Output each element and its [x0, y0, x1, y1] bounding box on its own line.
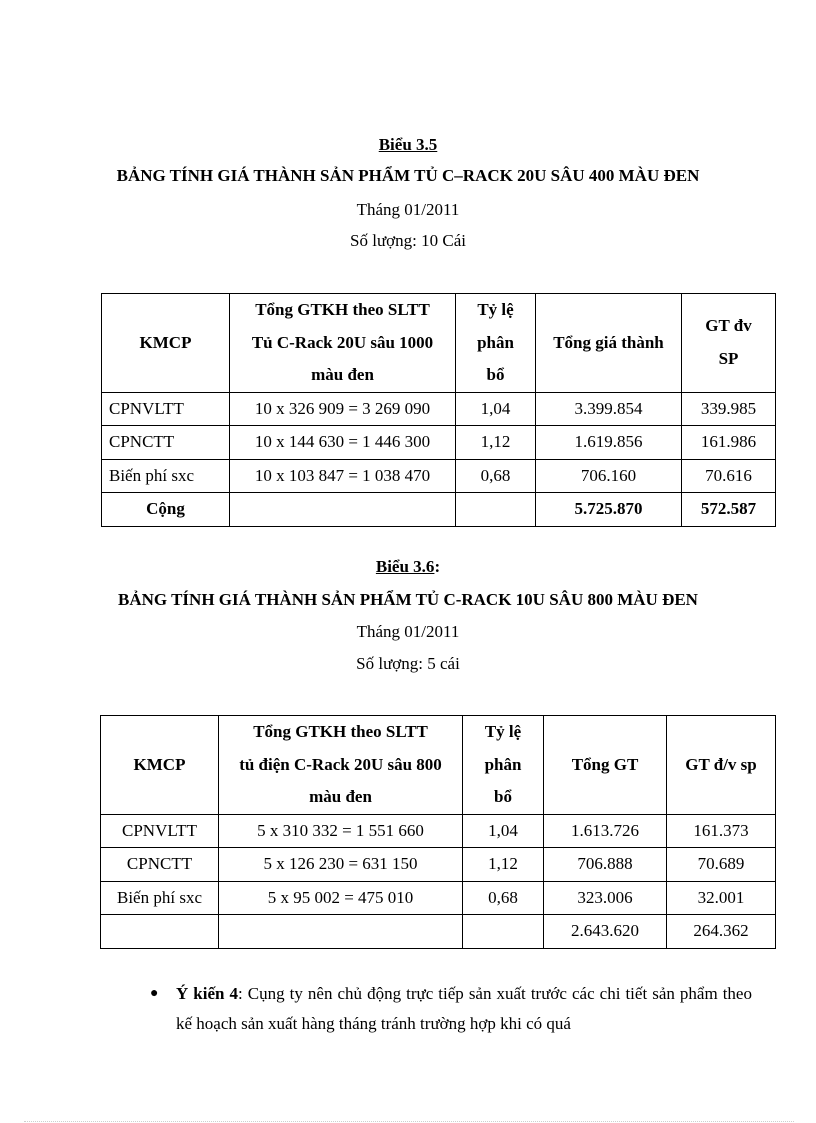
table-row — [101, 848, 776, 882]
table2-header-ratio-line2: phân — [484, 754, 522, 774]
opinion-text — [176, 979, 752, 1039]
table2-header-row — [101, 716, 776, 815]
table1-cell-total: 5.725.870 — [536, 493, 682, 527]
table1-cell-formula — [230, 493, 456, 527]
table1-header-unit-line1: GT đv — [705, 316, 752, 336]
table1-label: Biểu 3.5 — [378, 135, 438, 154]
bullet-icon: ● — [150, 986, 159, 1001]
table2-total-row — [101, 915, 776, 949]
table1-header-row — [102, 294, 776, 393]
table1-header-ratio-line2: phân — [477, 332, 514, 352]
table2-cell-kmcp: CPNCTT — [101, 848, 219, 882]
table2-header-unit: GT đ/v sp — [667, 716, 776, 815]
table2-header-ratio-line1: Tỷ lệ — [484, 722, 522, 741]
table2-cell-total: 1.613.726 — [544, 814, 667, 848]
table1-cell-kmcp: Cộng — [102, 493, 230, 527]
table2-cell-formula: 5 x 126 230 = 631 150 — [219, 848, 463, 882]
table2-cell-ratio: 0,68 — [463, 881, 544, 915]
table2-header-total: Tổng GT — [544, 716, 667, 815]
table2-cell-total: 706.888 — [544, 848, 667, 882]
table2-period: Tháng 01/2011 — [356, 622, 460, 641]
table1-cell-formula: 10 x 326 909 = 3 269 090 — [230, 392, 456, 426]
table1-header-unit-line2: SP — [718, 348, 739, 368]
table2-header-ratio-line3: bổ — [494, 787, 512, 806]
table1-title: BẢNG TÍNH GIÁ THÀNH SẢN PHẨM TỦ C–RACK 20U SÂU 400 MÀU ĐEN — [116, 166, 700, 185]
table-row — [102, 459, 776, 493]
table1-cell-unit: 339.985 — [682, 392, 776, 426]
table1-cell-unit: 161.986 — [682, 426, 776, 460]
table1-header-kmcp: KMCP — [102, 294, 230, 393]
table1-period: Tháng 01/2011 — [356, 200, 460, 219]
table2-header-gtkh-line2: tủ điện C-Rack 20U sâu 800 — [239, 754, 442, 774]
table2-cell-formula — [219, 915, 463, 949]
table2-label: Biểu 3.6 — [375, 557, 435, 576]
table1-cell-kmcp: CPNCTT — [102, 426, 230, 460]
page-bottom-divider — [24, 1121, 794, 1122]
table1-cell-ratio: 0,68 — [456, 459, 536, 493]
table2-cell-ratio: 1,04 — [463, 814, 544, 848]
table1-cell-unit: 572.587 — [682, 493, 776, 527]
table1-cell-formula: 10 x 144 630 = 1 446 300 — [230, 426, 456, 460]
table-row — [102, 426, 776, 460]
table2-header-gtkh-line1: Tổng GTKH theo SLTT — [253, 722, 428, 741]
table2-cell-unit: 70.689 — [667, 848, 776, 882]
table1-quantity: Số lượng: 10 Cái — [350, 231, 466, 250]
table2-cell-total: 2.643.620 — [544, 915, 667, 949]
table-row — [102, 392, 776, 426]
table1-header-gtkh-line2: Tủ C-Rack 20U sâu 1000 — [251, 332, 434, 352]
table2-cell-kmcp: CPNVLTT — [101, 814, 219, 848]
table2-cell-unit: 264.362 — [667, 915, 776, 949]
table1-header-gtkh — [230, 294, 456, 393]
table2-quantity: Số lượng: 5 cái — [356, 654, 460, 673]
table2-label-suffix: : — [434, 557, 441, 576]
table1-cell-formula: 10 x 103 847 = 1 038 470 — [230, 459, 456, 493]
table1-cell-ratio: 1,12 — [456, 426, 536, 460]
table1-cell-unit: 70.616 — [682, 459, 776, 493]
table1-cell-kmcp: Biến phí sxc — [102, 459, 230, 493]
table2-header-ratio — [463, 716, 544, 815]
table1 — [101, 293, 776, 527]
table2-cell-formula: 5 x 310 332 = 1 551 660 — [219, 814, 463, 848]
table1-cell-total: 706.160 — [536, 459, 682, 493]
table2-header-gtkh-line3: màu đen — [309, 787, 372, 806]
table2-cell-unit: 161.373 — [667, 814, 776, 848]
table1-header-gtkh-line3: màu đen — [311, 365, 374, 384]
table1-cell-kmcp: CPNVLTT — [102, 392, 230, 426]
table1-header-ratio-line1: Tỷ lệ — [477, 300, 514, 319]
opinion-label: Ý kiến 4 — [176, 984, 239, 1003]
table-row — [101, 881, 776, 915]
table-row — [101, 814, 776, 848]
opinion-body: : Cụng ty nên chủ động trực tiếp sản xuất trước các chi tiết sản phẩm theo kế hoạch sản xuất hàng tháng tránh trường hợp khi có quá — [176, 984, 752, 1033]
table1-header-unit — [682, 294, 776, 393]
table1-header-total: Tổng giá thành — [536, 294, 682, 393]
table2-cell-total: 323.006 — [544, 881, 667, 915]
table1-cell-ratio — [456, 493, 536, 527]
table2-label-line — [0, 557, 816, 577]
table2 — [100, 715, 776, 949]
table2-cell-unit: 32.001 — [667, 881, 776, 915]
table2-header-gtkh — [219, 716, 463, 815]
table2-cell-formula: 5 x 95 002 = 475 010 — [219, 881, 463, 915]
table1-header-ratio-line3: bổ — [486, 365, 505, 384]
table1-cell-total: 3.399.854 — [536, 392, 682, 426]
table1-cell-total: 1.619.856 — [536, 426, 682, 460]
table1-header-gtkh-line1: Tổng GTKH theo SLTT — [255, 300, 430, 319]
table1-cell-ratio: 1,04 — [456, 392, 536, 426]
table1-label-line — [0, 135, 816, 155]
table2-cell-kmcp — [101, 915, 219, 949]
table2-header-kmcp: KMCP — [101, 716, 219, 815]
table2-cell-kmcp: Biến phí sxc — [101, 881, 219, 915]
table2-cell-ratio: 1,12 — [463, 848, 544, 882]
table1-total-row — [102, 493, 776, 527]
table2-cell-ratio — [463, 915, 544, 949]
table2-title: BẢNG TÍNH GIÁ THÀNH SẢN PHẨM TỦ C-RACK 10U SÂU 800 MÀU ĐEN — [118, 590, 698, 609]
table1-header-ratio — [456, 294, 536, 393]
